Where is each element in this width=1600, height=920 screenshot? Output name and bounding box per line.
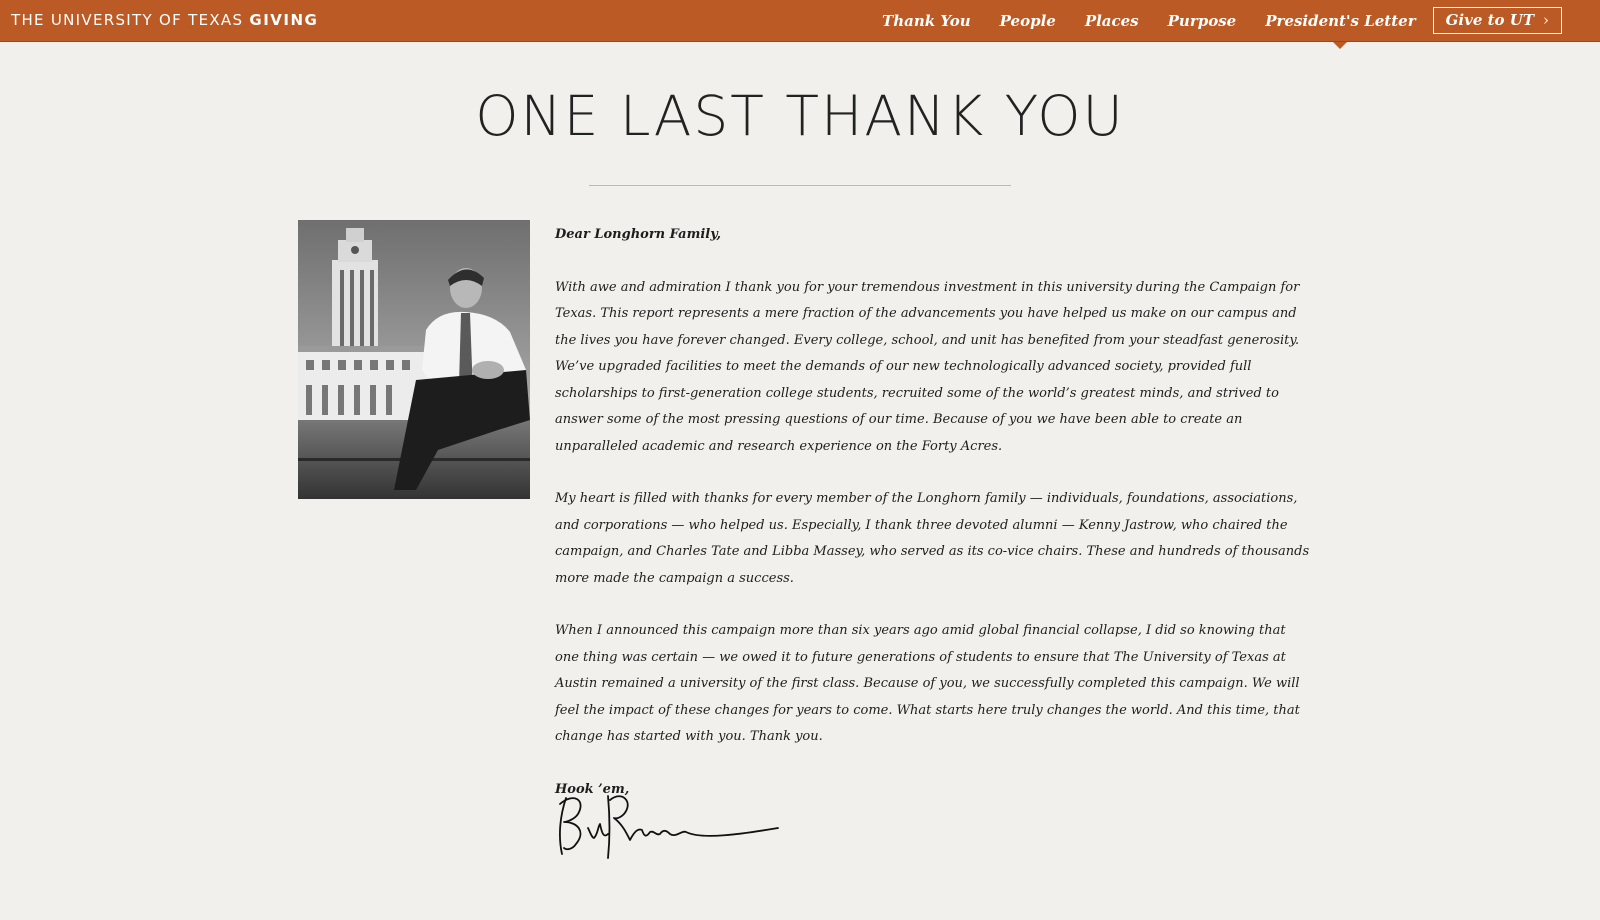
letter-greeting: Dear Longhorn Family, bbox=[555, 227, 722, 242]
letter-closing: Hook ’em, bbox=[555, 781, 630, 797]
letter-paragraph-1: With awe and admiration I thank you for your tremendous investment in this university during the Campaign for Texas. This report represents a mere fraction of the advancements you have helped us make on our campus and the lives you have forever changed. Every college, school, and unit has benefited from your steadfast generosity. We’ve upgraded facilities to meet the demands of our new technologically advanced society, provided full scholarships to first-generation college students, recruited some of the world’s greatest minds, and strived to answer some of the most pressing questions of our time. Because of you we have been able to create an unparalleled academic and research experience on the Forty Acres. bbox=[555, 279, 1300, 454]
brand-text: THE UNIVERSITY OF TEXAS bbox=[11, 11, 244, 29]
give-button-label: Give to UT bbox=[1445, 11, 1534, 29]
title-divider bbox=[589, 185, 1011, 186]
chevron-right-icon: › bbox=[1543, 11, 1549, 29]
letter-paragraph-2: My heart is filled with thanks for every member of the Longhorn family — individuals, foundations, associations, and corporations — who helped us. Especially, I thank three devoted alumni — Kenny Jastrow, who chaired the campaign, and Charles Tate and Libba Massey, who served as its co-vice chairs. These and hundreds of thousands more made the campaign a success. bbox=[555, 491, 1310, 586]
portrait-photo-icon bbox=[298, 220, 530, 499]
nav-people[interactable]: People bbox=[999, 11, 1056, 30]
portrait-photo bbox=[298, 220, 530, 499]
brand-giving: GIVING bbox=[249, 11, 319, 29]
site-logo[interactable] bbox=[11, 11, 318, 29]
top-nav-bar bbox=[0, 0, 1600, 42]
nav-purpose[interactable]: Purpose bbox=[1167, 11, 1237, 30]
handwritten-signature-icon bbox=[552, 788, 784, 868]
nav-places[interactable]: Places bbox=[1084, 11, 1139, 30]
page-title: ONE LAST THANK YOU bbox=[475, 84, 1125, 148]
nav-thank-you[interactable]: Thank You bbox=[882, 11, 971, 30]
signature bbox=[552, 788, 784, 868]
letter-paragraph-3: When I announced this campaign more than six years ago amid global financial collapse, I did so knowing that one thing was certain — we owed it to future generations of students to ensure that The University of Texas at Austin remained a university of the first class. Because of you, we successfully completed this campaign. We will feel the impact of these changes for years to come. What starts here truly changes the world. And this time, that change has started with you. Thank you. bbox=[555, 623, 1300, 744]
nav-presidents-letter[interactable]: President's Letter bbox=[1265, 11, 1416, 30]
presidents-letter bbox=[555, 222, 1310, 829]
give-to-ut-button[interactable] bbox=[1433, 7, 1562, 34]
main-nav bbox=[853, 0, 1562, 41]
